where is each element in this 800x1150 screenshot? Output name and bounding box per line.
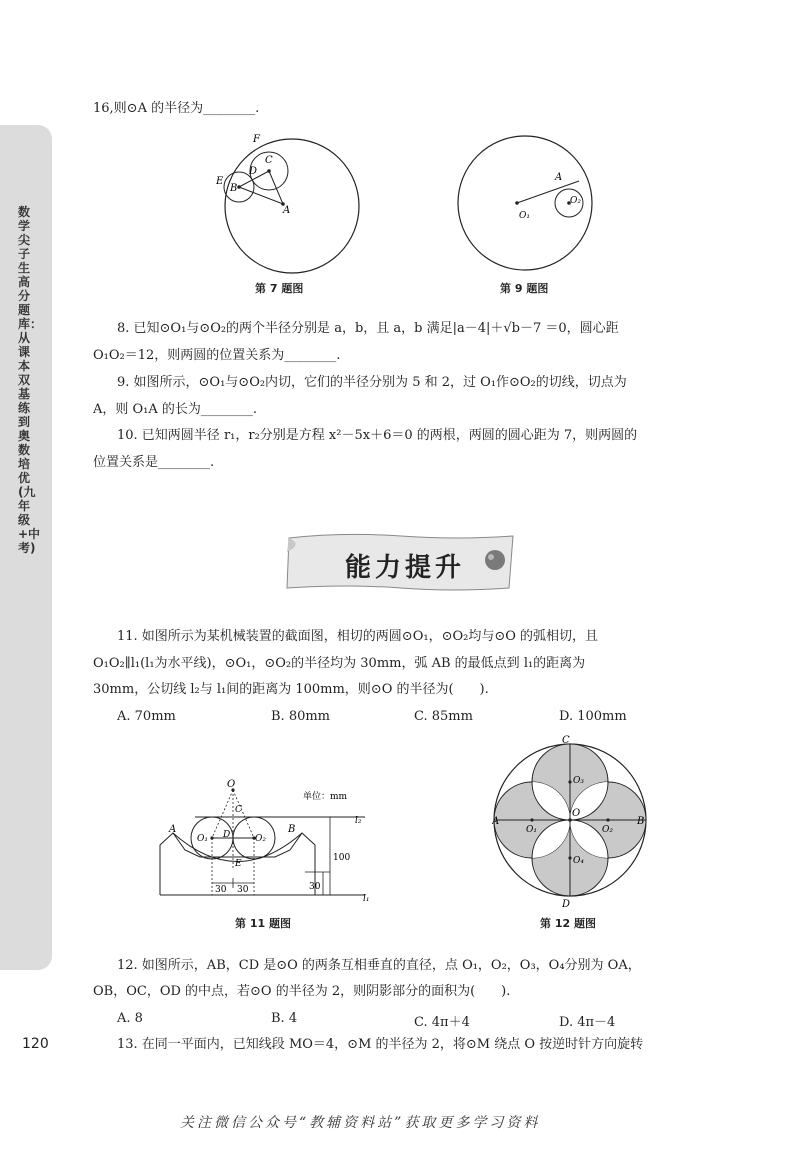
q12-choice-c: C. 4π＋4 <box>414 1015 470 1030</box>
fig11-label-o2: O₂ <box>255 834 266 844</box>
book-title-vertical: 数学尖子生高分题库：从课本双基练到奥数培优(九年级+中考) <box>18 205 43 555</box>
fig11-caption: 第 11 题图 <box>235 917 291 930</box>
q12-choice-d: D. 4π－4 <box>559 1015 616 1030</box>
fig7-label-e: E <box>216 176 224 187</box>
q11-line3: 30mm，公切线 l₂与 l₁间的距离为 100mm，则⊙O 的半径为( ). <box>93 682 489 697</box>
fig11-unit: 单位：mm <box>303 792 348 802</box>
fig11-dim-30-right: 30 <box>309 882 321 892</box>
fig11-label-e: E <box>235 859 242 869</box>
q11-choice-b: B. 80mm <box>271 709 331 724</box>
fig7-label-b: B <box>230 183 238 194</box>
footer-watermark: 关注微信公众号“教辅资料站”获取更多学习资料 <box>180 1115 541 1131</box>
fig12-label-b: B <box>637 816 645 827</box>
fig9-label-a: A <box>555 172 563 183</box>
q10-line1: 10. 已知两圆半径 r₁，r₂分别是方程 x²－5x＋6＝0 的两根，两圆的圆心距为 7，则两圆的 <box>117 428 638 443</box>
figure-7 <box>205 128 365 276</box>
q9-line2: A，则 O₁A 的长为________. <box>93 402 258 417</box>
fig7-caption: 第 7 题图 <box>255 282 304 295</box>
fig11-dim-100: 100 <box>333 853 351 863</box>
fig12-label-d: D <box>562 899 571 910</box>
fig11-label-d: D <box>223 830 231 840</box>
fig12-label-a: A <box>492 816 500 827</box>
q12-line2: OB，OC，OD 的中点，若⊙O 的半径为 2，则阴影部分的面积为( ). <box>93 984 511 999</box>
fig11-dim-30-left: 30 <box>215 885 227 895</box>
q8-line2: O₁O₂＝12，则两圆的位置关系为________. <box>93 348 341 363</box>
fig9-label-o2: O₂ <box>570 196 581 206</box>
fig9-caption: 第 9 题图 <box>500 282 549 295</box>
fig11-label-o1: O₁ <box>197 834 208 844</box>
fig12-label-o3: O₃ <box>573 776 584 786</box>
fig11-label-l1: l₁ <box>363 894 370 904</box>
q11-choice-a: A. 70mm <box>117 709 176 724</box>
q11-choice-c: C. 85mm <box>414 709 473 724</box>
page-number: 120 <box>22 1036 49 1052</box>
fig12-label-o: O <box>572 808 581 819</box>
q11-line1: 11. 如图所示为某机械装置的截面图，相切的两圆⊙O₁，⊙O₂均与⊙O 的弧相切，且 <box>117 629 599 644</box>
q13-line1: 13. 在同一平面内，已知线段 MO＝4，⊙M 的半径为 2，将⊙M 绕点 O 按逆时针方向旋转 <box>117 1037 644 1052</box>
fig11-label-c: C <box>235 805 242 815</box>
q12-choice-a: A. 8 <box>117 1011 143 1026</box>
q11-choice-d: D. 100mm <box>559 709 627 724</box>
fig12-caption: 第 12 题图 <box>540 917 596 930</box>
fig11-label-o: O <box>227 779 236 790</box>
q8-line1: 8. 已知⊙O₁与⊙O₂的两个半径分别是 a，b，且 a，b 满足|a－4|＋√b－7 ＝0，圆心距 <box>117 321 619 336</box>
fig12-label-c: C <box>562 735 570 746</box>
section-title: 能力提升 <box>345 553 466 583</box>
fig11-label-b: B <box>288 824 296 835</box>
fig7-label-a: A <box>283 205 291 216</box>
q11-line2: O₁O₂∥l₁(l₁为水平线)，⊙O₁，⊙O₂的半径均为 30mm，弧 AB 的最低点到 l₁的距离为 <box>93 656 586 671</box>
fig12-label-o1: O₁ <box>526 825 537 835</box>
fig11-dim-30-mid: 30 <box>237 885 249 895</box>
figure-9 <box>455 128 615 276</box>
q9-line1: 9. 如图所示，⊙O₁与⊙O₂内切，它们的半径分别为 5 和 2，过 O₁作⊙O₂的切线，切点为 <box>117 375 627 390</box>
figure-11 <box>155 775 390 910</box>
fig9-label-o1: O₁ <box>519 211 530 221</box>
fig7-label-f: F <box>253 134 260 145</box>
q10-line2: 位置关系是________. <box>93 455 215 470</box>
q12-choice-b: B. 4 <box>271 1011 298 1026</box>
fig11-label-a: A <box>169 824 177 835</box>
fig12-label-o4: O₄ <box>573 856 584 866</box>
figure-12 <box>492 735 652 910</box>
q7-tail: 16,则⊙A 的半径为________. <box>93 101 260 116</box>
fig11-label-l2: l₂ <box>355 816 362 826</box>
fig7-label-d: D <box>249 166 258 177</box>
fig7-label-c: C <box>265 155 273 166</box>
fig12-label-o2: O₂ <box>602 825 613 835</box>
q12-line1: 12. 如图所示，AB，CD 是⊙O 的两条互相垂直的直径，点 O₁，O₂，O₃，O₄分别为 OA， <box>117 958 641 973</box>
